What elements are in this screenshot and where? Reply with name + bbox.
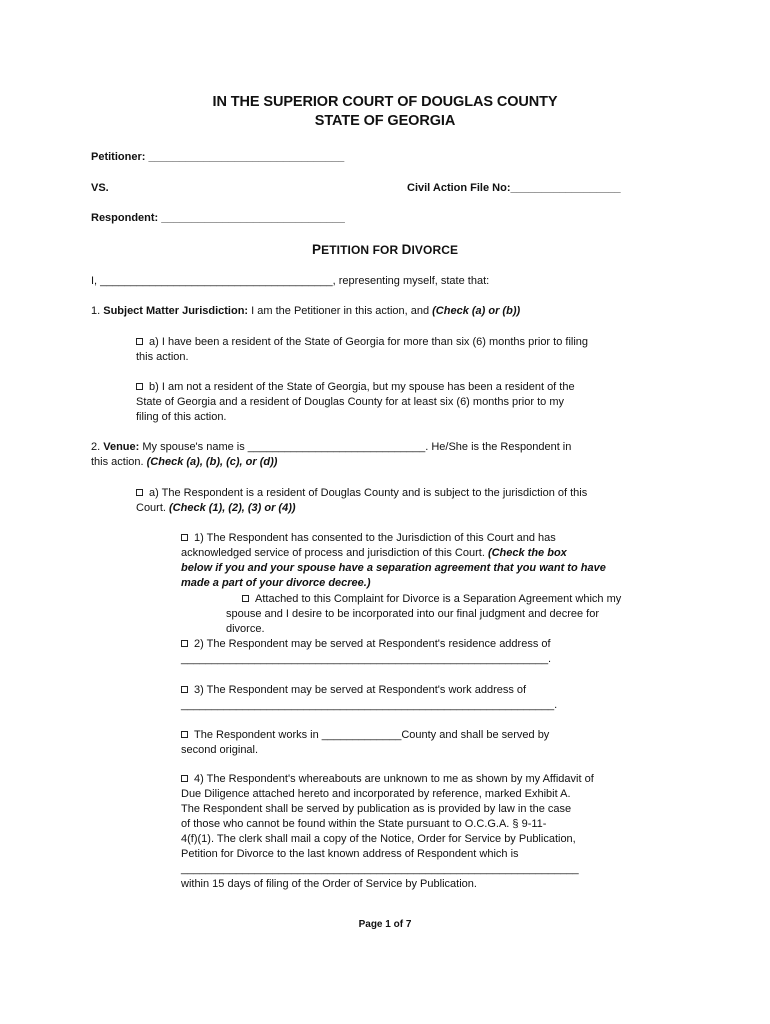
checkbox-1b[interactable]: [136, 383, 143, 390]
section-1-heading: 1. Subject Matter Jurisdiction: I am the Petitioner in this action, and (Check (a) or (b)): [91, 305, 521, 317]
option-a-sub-3: 3) The Respondent may be served at Respondent's work address of _____________________________________________________________.: [181, 684, 558, 711]
last-known-address-blank[interactable]: _________________________________________________________________: [181, 863, 579, 875]
checkbox-works-county[interactable]: [181, 731, 188, 738]
option-a-sub-1: 1) The Respondent has consented to the Jurisdiction of this Court and has acknowledged service of process and jurisdiction of this Court. (Check the box below if you and your spouse have a separation agreement that you want to have made a part of your divorce decree.): [181, 532, 606, 589]
checkbox-separation-agreement[interactable]: [242, 595, 249, 602]
section-1-option-a: a) I have been a resident of the State of Georgia for more than six (6) months prior to filing this action.: [136, 336, 589, 363]
petitioner-label: Petitioner:: [91, 151, 146, 163]
section-1-option-b: b) I am not a resident of the State of Georgia, but my spouse has been a resident of the State of Georgia and a resident of Douglas County for at least six (6) months prior to my filing of this action.: [136, 381, 575, 423]
checkbox-2a-2[interactable]: [181, 640, 188, 647]
petitioner-blank[interactable]: ________________________________: [148, 151, 345, 163]
civil-action-line: [407, 181, 621, 196]
checkbox-2a-3[interactable]: [181, 686, 188, 693]
court-title-line2: STATE OF GEORGIA: [314, 113, 456, 129]
section-2-option-a: a) The Respondent is a resident of Douglas County and is subject to the jurisdiction of this Court. (Check (1), (2), (3) or (4)): [136, 487, 588, 514]
checkbox-1a[interactable]: [136, 338, 143, 345]
spouse-name-blank[interactable]: _____________________________: [247, 441, 426, 453]
option-a-sub-4: 4) The Respondent's whereabouts are unknown to me as shown by my Affidavit of Due Diligence attached hereto and incorporated by reference, marked Exhibit A. The Respondent shall be served by publication as is provided by law in the case of those who cannot be found within the State pursuant to O.C.G.A. § 9-11- 4(f)(1). The clerk shall mail a copy of the Notice, Order for Service by Publication, Petition for Divorce to the last known address of Respondent which is _________________________________________________________________ within 15 days of filing of the Order of Service by Publication.: [181, 773, 594, 890]
intro-statement: I, ______________________________________, representing myself, state that:: [91, 275, 490, 287]
document-title: PETITION FOR DIVORCE: [312, 242, 459, 257]
page-number: Page 1 of 7: [358, 919, 412, 930]
civil-action-label: Civil Action File No:: [407, 182, 511, 194]
option-a-works-county: The Respondent works in _____________County and shall be served by second original.: [181, 729, 550, 756]
county-blank[interactable]: _____________: [321, 729, 402, 741]
petitioner-name-blank[interactable]: ______________________________________: [100, 275, 333, 287]
checkbox-2a-4[interactable]: [181, 775, 188, 782]
petitioner-line: [91, 150, 344, 165]
respondent-line: [91, 211, 345, 226]
checkbox-2a[interactable]: [136, 489, 143, 496]
vs-label: VS.: [91, 182, 109, 194]
civil-action-blank[interactable]: __________________: [510, 182, 621, 194]
option-a-sub-2: 2) The Respondent may be served at Respondent's residence address of ____________________________________________________________.: [181, 638, 552, 665]
checkbox-2a-1[interactable]: [181, 534, 188, 541]
work-address-blank[interactable]: _____________________________________________________________.: [181, 699, 558, 711]
section-2-heading: 2. Venue: My spouse's name is _____________________________. He/She is the Respondent in this action. (Check (a), (b), (c), or (d)): [91, 441, 572, 468]
respondent-label: Respondent:: [91, 212, 159, 224]
respondent-blank[interactable]: ______________________________: [161, 212, 345, 224]
residence-address-blank[interactable]: ____________________________________________________________.: [181, 653, 552, 665]
separation-agreement-option: Attached to this Complaint for Divorce is a Separation Agreement which my spouse and I desire to be incorporated into our final judgment and decree for divorce.: [226, 593, 622, 635]
court-title-line1: IN THE SUPERIOR COURT OF DOUGLAS COUNTY: [212, 94, 558, 110]
